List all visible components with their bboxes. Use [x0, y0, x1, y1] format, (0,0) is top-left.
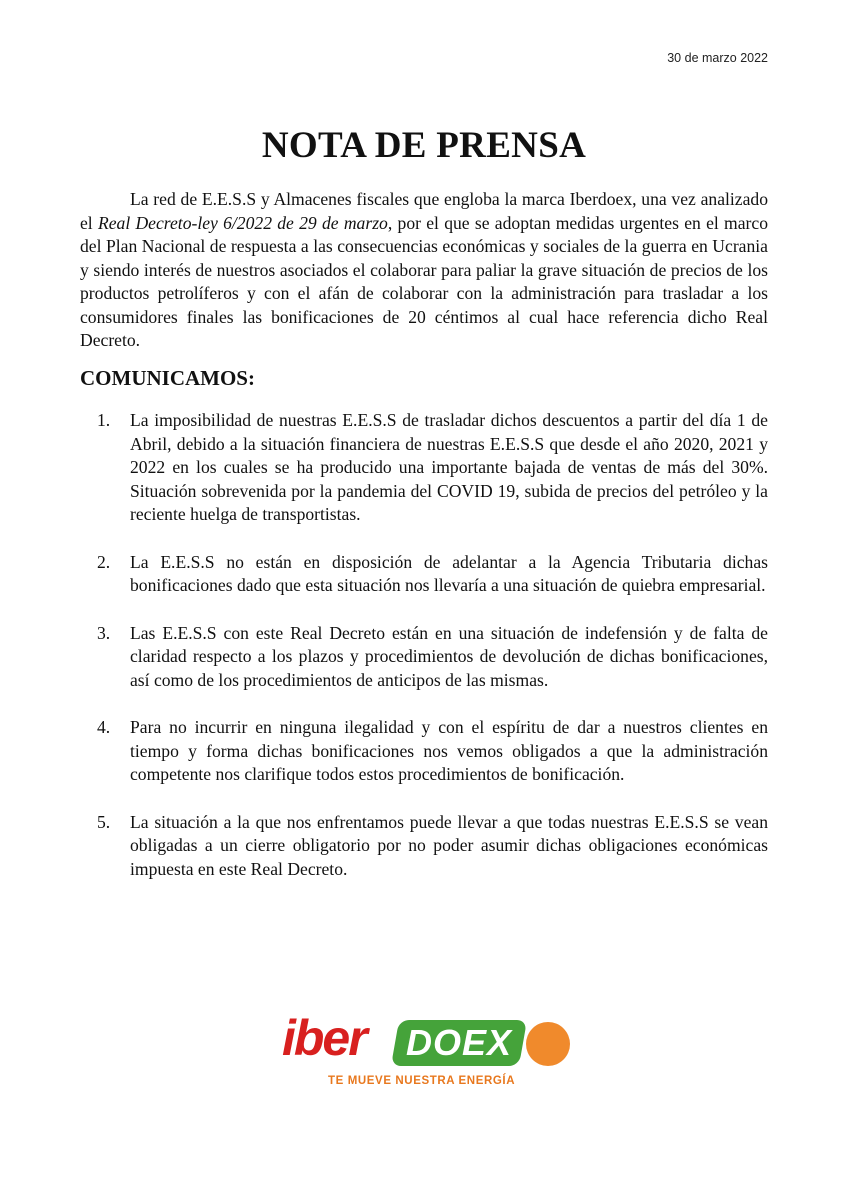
intro-paragraph	[80, 188, 768, 353]
item-number: 1.	[97, 410, 111, 430]
item-text: La situación a la que nos enfrentamos puede llevar a que todas nuestras E.E.S.S se vean obligadas a un cierre obligatorio por no poder asumir dichas obligaciones económicas impuesta en este Real Decreto.	[130, 811, 768, 879]
intro-text-end: , por el que se adoptan medidas urgentes en el marco del Plan Nacional de respuesta a las consecuencias económicas y sociales de la guerra en Ucrania y siendo interés de nuestros asociados el colaborar para paliar la grave situación de precios de los productos petrolíferos y con el afán de colaborar con la administración para trasladar a los consumidores finales las bonificaciones de 20 céntimos al cual hace referencia dicho Real Decreto.	[80, 212, 768, 350]
logo-word-iber: iber	[282, 1010, 366, 1066]
item-text: La E.E.S.S no están en disposición de adelantar a la Agencia Tributaria dichas bonificaciones dado que esta situación nos llevaría a una situación de quiebra empresarial.	[130, 551, 768, 595]
page-title: NOTA DE PRENSA	[261, 125, 587, 166]
item-number: 4.	[97, 717, 111, 737]
statement-list	[80, 409, 768, 905]
list-item	[80, 811, 768, 882]
section-heading: COMUNICAMOS:	[80, 366, 255, 390]
logo-wordmark	[282, 1008, 572, 1068]
list-item	[80, 551, 768, 598]
logo-tagline: TE MUEVE NUESTRA ENERGÍA	[328, 1075, 516, 1087]
item-text: Para no incurrir en ninguna ilegalidad y con el espíritu de dar a nuestros clientes en tiempo y forma dichas bonificaciones nos vemos obligados a que la administración competente nos clarifique todos estos procedimientos de bonificación.	[130, 717, 768, 784]
iberdoex-logo	[282, 1008, 572, 1098]
decree-reference: Real Decreto-ley 6/2022 de 29 de marzo	[97, 212, 388, 233]
item-number: 5.	[97, 811, 111, 832]
logo-word-doex: DOEX	[405, 1022, 513, 1063]
intro-text-start: La red de E.E.S.S y Almacenes fiscales que engloba la marca Iberdoex, una vez analizado el	[80, 189, 768, 233]
item-number: 3.	[97, 622, 111, 643]
item-text: Las E.E.S.S con este Real Decreto están en una situación de indefensión y de falta de claridad respecto a los plazos y procedimientos de devolución de dichas bonificaciones, así como de los procedimientos de anticipos de las mismas.	[130, 622, 768, 690]
logo-orange-circle	[526, 1022, 570, 1066]
list-item	[80, 409, 768, 527]
item-number: 2.	[97, 551, 111, 572]
list-item	[80, 716, 768, 787]
list-item	[80, 622, 768, 693]
document-date: 30 de marzo 2022	[667, 51, 768, 65]
item-text: La imposibilidad de nuestras E.E.S.S de trasladar dichos descuentos a partir del día 1 de Abril, debido a la situación financiera de nuestras E.E.S.S que desde el año 2020, 2021 y 2022 en los cuales se ha producido una importante bajada de ventas de más del 30%. Situación sobrevenida por la pandemia del COVID 19, subida de precios del petróleo y la reciente huelga de transportistas.	[130, 410, 768, 524]
